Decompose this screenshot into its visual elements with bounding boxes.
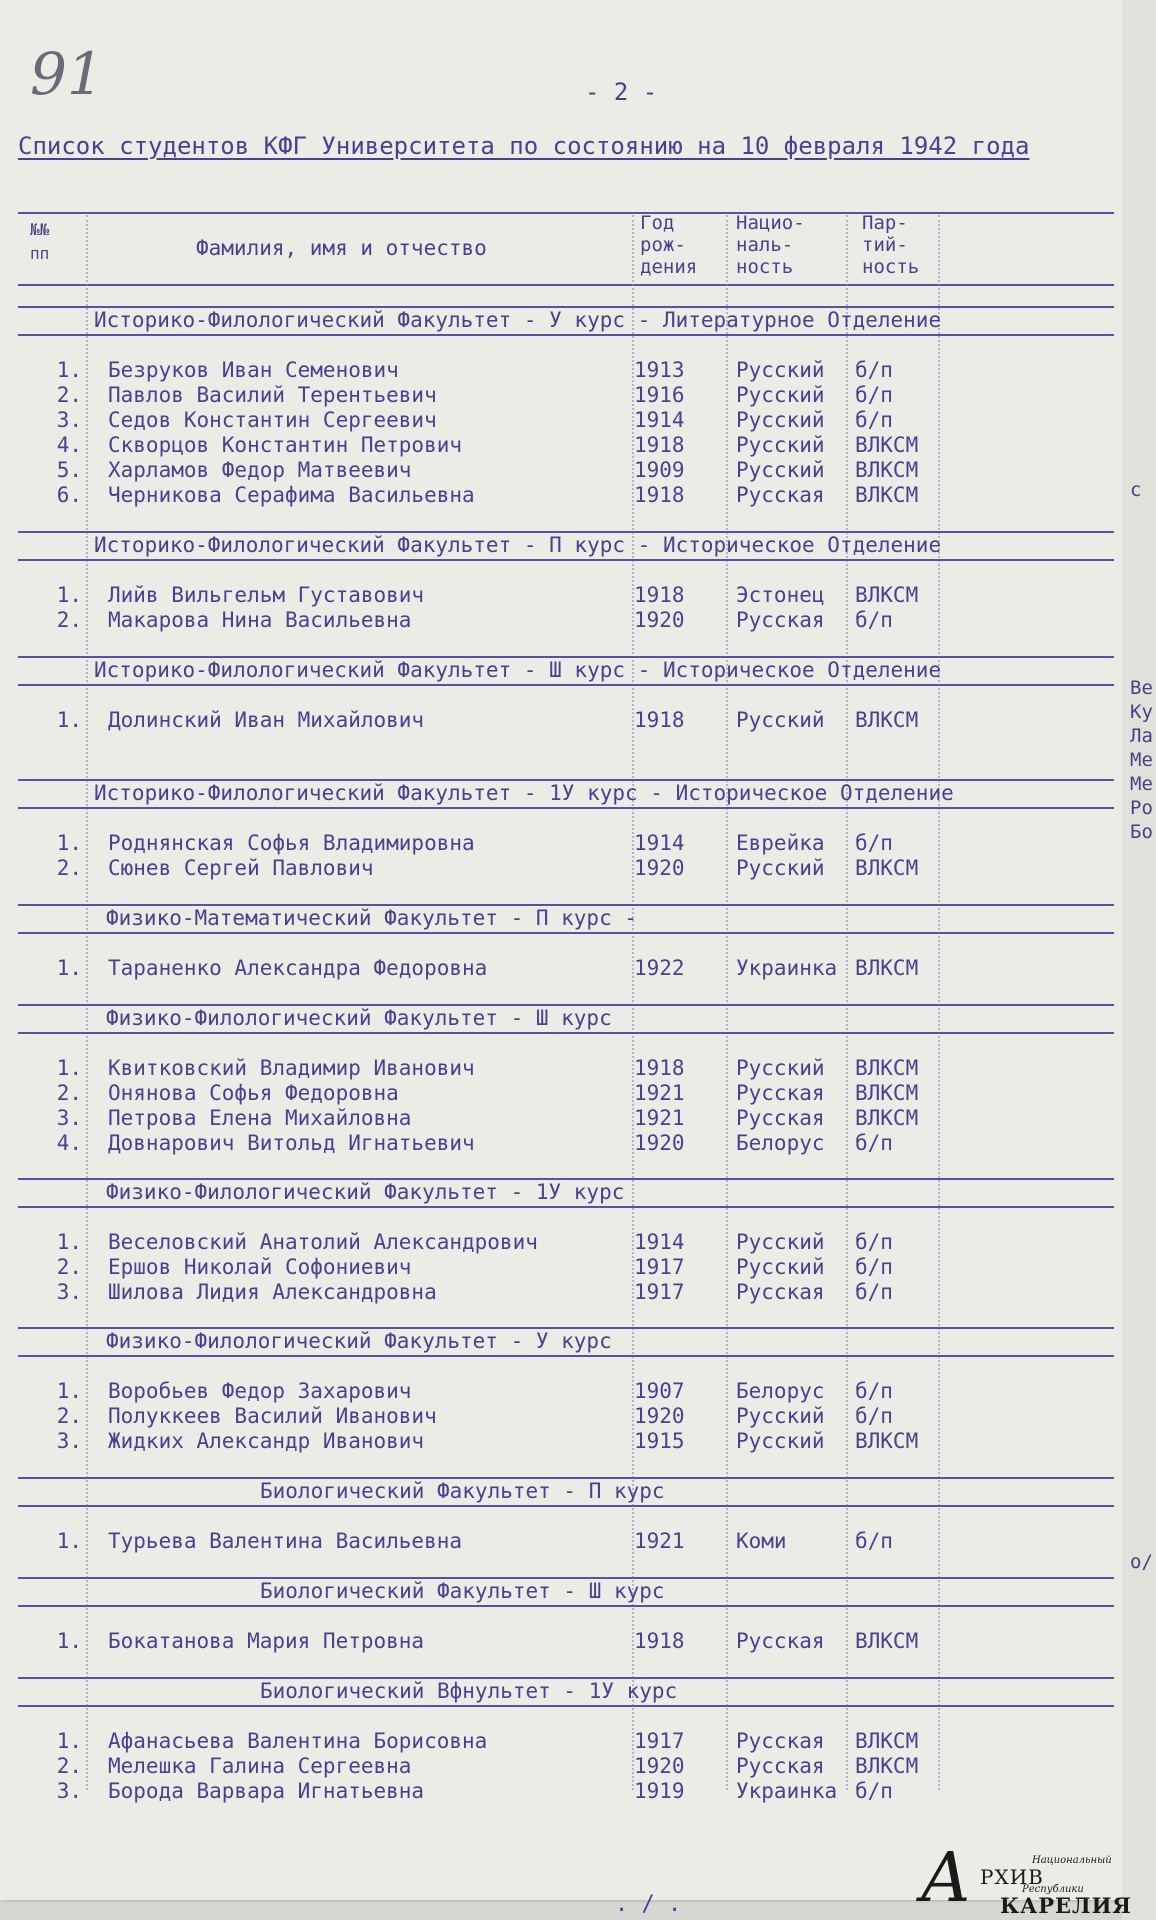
section-title: Историко-Филологический Факультет - Ш курс - Историческое Отделение	[94, 658, 942, 682]
student-party: ВЛКСМ	[855, 433, 919, 457]
section-title: Биологический Вфнультет - 1У курс	[260, 1679, 678, 1703]
student-party: ВЛКСМ	[855, 483, 919, 507]
student-row	[0, 1131, 1100, 1156]
student-number: 1.	[56, 1230, 82, 1254]
student-row	[0, 1106, 1100, 1131]
student-row	[0, 1729, 1100, 1754]
student-number: 2.	[56, 608, 82, 632]
student-party: ВЛКСМ	[855, 956, 919, 980]
student-row	[0, 1629, 1100, 1654]
archive-folio-number: 91	[30, 40, 104, 108]
student-nationality: Русская	[736, 1081, 825, 1105]
section-rule	[18, 1178, 1114, 1180]
student-row	[0, 1280, 1100, 1305]
student-birth-year: 1917	[634, 1255, 685, 1279]
student-number: 2.	[56, 383, 82, 407]
student-birth-year: 1920	[634, 608, 685, 632]
student-row	[0, 1529, 1100, 1554]
section-title: Физико-Филологический Факультет - У курс	[106, 1329, 612, 1353]
student-nationality: Русская	[736, 608, 825, 632]
end-mark: . / .	[615, 1892, 682, 1917]
header-number: №№ пп	[30, 220, 50, 263]
student-birth-year: 1918	[634, 1056, 685, 1080]
student-name: Сюнев Сергей Павлович	[108, 856, 374, 880]
student-nationality: Русский	[736, 358, 825, 382]
stamp-line4: КАРЕЛИЯ	[1000, 1893, 1132, 1918]
student-name: Шилова Лидия Александровна	[108, 1280, 437, 1304]
section-rule	[18, 1705, 1114, 1707]
student-nationality: Русский	[736, 1230, 825, 1254]
student-name: Жидких Александр Иванович	[108, 1429, 425, 1453]
student-birth-year: 1909	[634, 458, 685, 482]
side-fragment: о/	[1130, 1551, 1153, 1573]
header-party: Пар- тий- ность	[862, 212, 920, 278]
student-name: Онянова Софья Федоровна	[108, 1081, 399, 1105]
student-party: ВЛКСМ	[855, 1056, 919, 1080]
student-nationality: Русский	[736, 708, 825, 732]
section-rule	[18, 684, 1114, 686]
student-party: ВЛКСМ	[855, 1754, 919, 1778]
student-party: ВЛКСМ	[855, 856, 919, 880]
student-row	[0, 1779, 1100, 1804]
student-birth-year: 1921	[634, 1081, 685, 1105]
student-birth-year: 1914	[634, 831, 685, 855]
student-name: Роднянская Софья Владимировна	[108, 831, 475, 855]
student-party: б/п	[855, 1255, 893, 1279]
student-birth-year: 1918	[634, 483, 685, 507]
student-number: 2.	[56, 1404, 82, 1428]
section-rule	[18, 1677, 1114, 1679]
section-rule	[18, 559, 1114, 561]
student-birth-year: 1914	[634, 1230, 685, 1254]
student-number: 3.	[56, 1779, 82, 1803]
student-nationality: Русский	[736, 383, 825, 407]
stamp-letter: А	[920, 1839, 972, 1918]
student-birth-year: 1920	[634, 1131, 685, 1155]
section-rule	[18, 1477, 1114, 1479]
student-party: б/п	[855, 1280, 893, 1304]
student-party: б/п	[855, 608, 893, 632]
student-nationality: Русская	[736, 483, 825, 507]
student-number: 2.	[56, 1754, 82, 1778]
header-top-rule	[18, 212, 1114, 214]
section-rule	[18, 1327, 1114, 1329]
stamp-line1: Национальный	[1032, 1855, 1112, 1866]
section-title: Физико-Филологический Факультет - Ш курс	[106, 1006, 612, 1030]
student-birth-year: 1916	[634, 383, 685, 407]
student-party: б/п	[855, 1529, 893, 1553]
student-number: 1.	[56, 358, 82, 382]
student-party: б/п	[855, 1131, 893, 1155]
student-nationality: Русская	[736, 1754, 825, 1778]
side-fragment: Ме	[1130, 773, 1153, 795]
student-birth-year: 1921	[634, 1529, 685, 1553]
student-party: б/п	[855, 1404, 893, 1428]
student-row	[0, 856, 1100, 881]
section-rule	[18, 1206, 1114, 1208]
stamp-line3: Республики	[1022, 1884, 1084, 1895]
section-title: Историко-Филологический Факультет - У курс - Литературное Отделение	[94, 308, 942, 332]
section-title: Физико-Математический Факультет - П курс -	[106, 906, 638, 930]
student-nationality: Русская	[736, 1106, 825, 1130]
student-row	[0, 1056, 1100, 1081]
student-row	[0, 1429, 1100, 1454]
section-title: Историко-Филологический Факультет - 1У курс - Историческое Отделение	[94, 781, 954, 805]
student-number: 1.	[56, 1529, 82, 1553]
student-row	[0, 708, 1100, 733]
section-rule	[18, 1032, 1114, 1034]
student-number: 1.	[56, 583, 82, 607]
student-birth-year: 1919	[634, 1779, 685, 1803]
section-rule	[18, 334, 1114, 336]
header-bottom-rule	[18, 284, 1114, 286]
section-rule	[18, 1605, 1114, 1607]
student-number: 4.	[56, 433, 82, 457]
student-birth-year: 1918	[634, 708, 685, 732]
student-nationality: Русский	[736, 458, 825, 482]
student-row	[0, 831, 1100, 856]
student-party: б/п	[855, 1379, 893, 1403]
student-name: Лийв Вильгельм Густавович	[108, 583, 425, 607]
section-rule	[18, 932, 1114, 934]
student-party: ВЛКСМ	[855, 1081, 919, 1105]
student-number: 3.	[56, 1106, 82, 1130]
student-nationality: Белорус	[736, 1379, 825, 1403]
student-nationality: Русская	[736, 1629, 825, 1653]
section-rule	[18, 1355, 1114, 1357]
student-nationality: Украинка	[736, 1779, 838, 1803]
side-fragment: Ро	[1130, 797, 1153, 819]
student-name: Тараненко Александра Федоровна	[108, 956, 488, 980]
student-birth-year: 1907	[634, 1379, 685, 1403]
adjacent-page-edge	[1122, 0, 1156, 1920]
student-birth-year: 1917	[634, 1729, 685, 1753]
student-row	[0, 1255, 1100, 1280]
student-nationality: Русский	[736, 1255, 825, 1279]
student-birth-year: 1913	[634, 358, 685, 382]
side-fragment: с	[1130, 479, 1142, 501]
student-name: Афанасьева Валентина Борисовна	[108, 1729, 488, 1753]
student-birth-year: 1917	[634, 1280, 685, 1304]
section-rule	[18, 1505, 1114, 1507]
student-party: б/п	[855, 358, 893, 382]
header-nationality: Нацио- наль- ность	[736, 212, 805, 278]
student-name: Турьева Валентина Васильевна	[108, 1529, 463, 1553]
student-number: 1.	[56, 956, 82, 980]
student-party: ВЛКСМ	[855, 1106, 919, 1130]
stamp-line2: РХИВ	[980, 1865, 1044, 1889]
student-nationality: Русская	[736, 1729, 825, 1753]
section-title: Физико-Филологический Факультет - 1У курс	[106, 1180, 625, 1204]
student-row	[0, 433, 1100, 458]
student-birth-year: 1918	[634, 1629, 685, 1653]
section-rule	[18, 779, 1114, 781]
student-birth-year: 1914	[634, 408, 685, 432]
student-party: ВЛКСМ	[855, 583, 919, 607]
student-name: Долинский Иван Михайлович	[108, 708, 425, 732]
student-name: Безруков Иван Семенович	[108, 358, 399, 382]
side-fragment: Ку	[1130, 701, 1153, 723]
student-row	[0, 1081, 1100, 1106]
student-party: б/п	[855, 1779, 893, 1803]
student-name: Довнарович Витольд Игнатьевич	[108, 1131, 475, 1155]
page-number: - 2 -	[585, 78, 658, 106]
student-nationality: Русский	[736, 856, 825, 880]
student-birth-year: 1915	[634, 1429, 685, 1453]
student-number: 1.	[56, 1629, 82, 1653]
student-number: 3.	[56, 1280, 82, 1304]
section-title: Историко-Филологический Факультет - П курс - Историческое Отделение	[94, 533, 942, 557]
student-name: Борода Варвара Игнатьевна	[108, 1779, 425, 1803]
student-birth-year: 1920	[634, 856, 685, 880]
student-nationality: Русская	[736, 1280, 825, 1304]
student-nationality: Белорус	[736, 1131, 825, 1155]
side-fragment: Бо	[1130, 821, 1153, 843]
student-row	[0, 956, 1100, 981]
student-birth-year: 1921	[634, 1106, 685, 1130]
student-name: Черникова Серафима Васильевна	[108, 483, 475, 507]
student-number: 2.	[56, 1081, 82, 1105]
student-nationality: Русский	[736, 1404, 825, 1428]
student-nationality: Русский	[736, 1056, 825, 1080]
section-rule	[18, 807, 1114, 809]
student-number: 1.	[56, 1056, 82, 1080]
student-row	[0, 408, 1100, 433]
section-rule	[18, 904, 1114, 906]
student-party: б/п	[855, 831, 893, 855]
student-row	[0, 1754, 1100, 1779]
student-name: Седов Константин Сергеевич	[108, 408, 437, 432]
student-name: Воробьев Федор Захарович	[108, 1379, 412, 1403]
student-name: Мелешка Галина Сергеевна	[108, 1754, 412, 1778]
student-number: 1.	[56, 1379, 82, 1403]
student-number: 6.	[56, 483, 82, 507]
section-rule	[18, 306, 1114, 308]
section-rule	[18, 531, 1114, 533]
student-name: Бокатанова Мария Петровна	[108, 1629, 425, 1653]
student-party: ВЛКСМ	[855, 1429, 919, 1453]
student-party: б/п	[855, 1230, 893, 1254]
student-party: ВЛКСМ	[855, 1629, 919, 1653]
student-name: Скворцов Константин Петрович	[108, 433, 463, 457]
student-birth-year: 1920	[634, 1404, 685, 1428]
header-year: Год рож- дения	[640, 212, 698, 278]
student-birth-year: 1918	[634, 433, 685, 457]
student-name: Ершов Николай Софониевич	[108, 1255, 412, 1279]
student-row	[0, 1230, 1100, 1255]
student-nationality: Эстонец	[736, 583, 825, 607]
student-number: 2.	[56, 856, 82, 880]
side-fragment: Ла	[1130, 725, 1153, 747]
student-number: 1.	[56, 708, 82, 732]
student-birth-year: 1922	[634, 956, 685, 980]
section-rule	[18, 656, 1114, 658]
student-number: 5.	[56, 458, 82, 482]
section-title: Биологический Факультет - П курс	[260, 1479, 665, 1503]
header-name: Фамилия, имя и отчество	[196, 236, 487, 260]
student-row	[0, 1379, 1100, 1404]
student-number: 1.	[56, 831, 82, 855]
section-rule	[18, 1004, 1114, 1006]
student-row	[0, 358, 1100, 383]
student-number: 1.	[56, 1729, 82, 1753]
student-party: б/п	[855, 408, 893, 432]
student-number: 4.	[56, 1131, 82, 1155]
section-rule	[18, 1577, 1114, 1579]
student-row	[0, 483, 1100, 508]
student-name: Веселовский Анатолий Александрович	[108, 1230, 538, 1254]
student-party: ВЛКСМ	[855, 708, 919, 732]
student-number: 3.	[56, 408, 82, 432]
student-name: Петрова Елена Михайловна	[108, 1106, 412, 1130]
student-nationality: Коми	[736, 1529, 787, 1553]
student-row	[0, 1404, 1100, 1429]
student-name: Полуккеев Василий Иванович	[108, 1404, 437, 1428]
student-number: 3.	[56, 1429, 82, 1453]
student-name: Макарова Нина Васильевна	[108, 608, 412, 632]
student-party: ВЛКСМ	[855, 458, 919, 482]
side-fragment: Ме	[1130, 749, 1153, 771]
student-row	[0, 583, 1100, 608]
student-birth-year: 1920	[634, 1754, 685, 1778]
student-row	[0, 458, 1100, 483]
student-nationality: Русский	[736, 433, 825, 457]
student-party: б/п	[855, 383, 893, 407]
student-nationality: Русский	[736, 1429, 825, 1453]
student-party: ВЛКСМ	[855, 1729, 919, 1753]
student-name: Павлов Василий Терентьевич	[108, 383, 437, 407]
student-nationality: Русский	[736, 408, 825, 432]
student-name: Квитковский Владимир Иванович	[108, 1056, 475, 1080]
student-row	[0, 608, 1100, 633]
document-title: Список студентов КФГ Университета по состоянию на 10 февраля 1942 года	[18, 132, 1030, 160]
student-birth-year: 1918	[634, 583, 685, 607]
student-nationality: Еврейка	[736, 831, 825, 855]
student-nationality: Украинка	[736, 956, 838, 980]
archive-stamp	[920, 1839, 1132, 1918]
section-title: Биологический Факультет - Ш курс	[260, 1579, 665, 1603]
side-fragment: Ве	[1130, 677, 1153, 699]
student-number: 2.	[56, 1255, 82, 1279]
student-row	[0, 383, 1100, 408]
student-name: Харламов Федор Матвеевич	[108, 458, 412, 482]
